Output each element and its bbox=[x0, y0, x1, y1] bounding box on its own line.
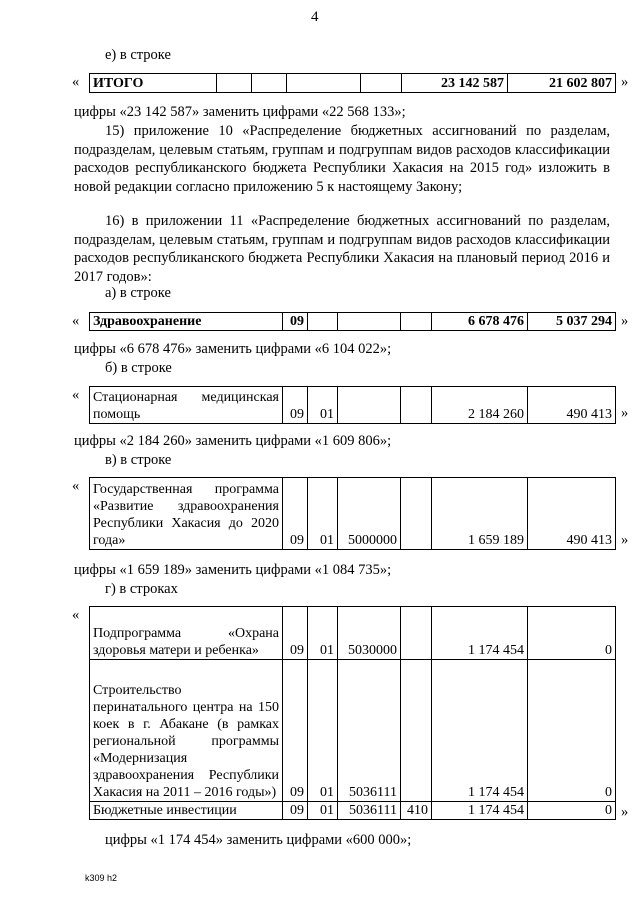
itogo-name: ИТОГО bbox=[90, 74, 217, 93]
quote-close: » bbox=[621, 74, 629, 90]
replace-1: цифры «23 142 587» заменить цифрами «22 568 133»; bbox=[74, 104, 406, 120]
quote-close: » bbox=[621, 313, 629, 329]
row-pr: 01 bbox=[308, 660, 338, 802]
row-cs: 5036111 bbox=[338, 660, 401, 802]
zdrav-name: Здравоохранение bbox=[90, 313, 283, 331]
zdrav-table bbox=[89, 312, 616, 331]
row-vr bbox=[401, 607, 432, 660]
stats-value-2017: 490 413 bbox=[528, 387, 616, 424]
row-rz: 09 bbox=[283, 802, 308, 820]
item-b-label: б) в строке bbox=[105, 360, 172, 376]
item-g-label: г) в строках bbox=[105, 581, 178, 597]
row-vr bbox=[401, 660, 432, 802]
quote-open: « bbox=[72, 313, 80, 329]
itogo-table bbox=[89, 73, 616, 93]
item-a-label: а) в строке bbox=[105, 285, 171, 301]
table-row bbox=[90, 802, 616, 820]
quote-open: « bbox=[72, 607, 80, 623]
stats-name: Стационарная медицинская помощь bbox=[90, 387, 283, 424]
replace-5: цифры «1 174 454» заменить цифрами «600 000»; bbox=[105, 832, 412, 848]
page-number: 4 bbox=[311, 9, 319, 25]
replace-3: цифры «2 184 260» заменить цифрами «1 609 806»; bbox=[74, 433, 392, 449]
paragraph-16: 16) в приложении 11 «Распределение бюджетных ассигнований по разделам, подразделам, целевым статьям, группам и подгруппам видов расходов классификации расходов республиканского бюджета Республики Хакасия на плановый период 2016 и 2017 годов»: bbox=[74, 213, 610, 285]
row-rz: 09 bbox=[283, 607, 308, 660]
zdrav-rz: 09 bbox=[283, 313, 308, 331]
gosprog-rz: 09 bbox=[283, 478, 308, 550]
paragraph-15: 15) приложение 10 «Распределение бюджетных ассигнований по разделам, подразделам, целевым статьям, группам и подгруппам видов расходов классификации расходов республиканского бюджета Республики Хакасия на 2015 год» изложить в новой редакции согласно приложению 5 к настоящему Закону; bbox=[74, 123, 610, 195]
stats-rz: 09 bbox=[283, 387, 308, 424]
gosprog-value-2017: 490 413 bbox=[528, 478, 616, 550]
row-value-2016: 1 174 454 bbox=[432, 802, 528, 820]
row-rz: 09 bbox=[283, 660, 308, 802]
gosprog-table bbox=[89, 477, 616, 550]
gosprog-value-2016: 1 659 189 bbox=[432, 478, 528, 550]
itogo-value-2017: 21 602 807 bbox=[508, 74, 616, 93]
replace-4: цифры «1 659 189» заменить цифрами «1 084 735»; bbox=[74, 562, 392, 578]
quote-close: » bbox=[621, 804, 629, 820]
row-value-2017: 0 bbox=[528, 607, 616, 660]
quote-open: « bbox=[72, 478, 80, 494]
stats-value-2016: 2 184 260 bbox=[432, 387, 528, 424]
row-name: Бюджетные инвестиции bbox=[90, 802, 283, 820]
row-cs: 5030000 bbox=[338, 607, 401, 660]
gosprog-pr: 01 bbox=[308, 478, 338, 550]
footer-code: k309 h2 bbox=[85, 873, 118, 883]
row-name: Подпрограмма «Охрана здоровья матери и ребенка» bbox=[90, 607, 283, 660]
quote-open: « bbox=[72, 74, 80, 90]
row-cs: 5036111 bbox=[338, 802, 401, 820]
row-pr: 01 bbox=[308, 802, 338, 820]
item-e-label: е) в строке bbox=[105, 47, 171, 63]
table-row bbox=[90, 607, 616, 660]
itogo-value-2016: 23 142 587 bbox=[402, 74, 508, 93]
zdrav-value-2016: 6 678 476 bbox=[432, 313, 528, 331]
table-row bbox=[90, 660, 616, 802]
stats-table bbox=[89, 386, 616, 424]
row-pr: 01 bbox=[308, 607, 338, 660]
zdrav-value-2017: 5 037 294 bbox=[528, 313, 616, 331]
stats-pr: 01 bbox=[308, 387, 338, 424]
gosprog-cs: 5000000 bbox=[338, 478, 401, 550]
row-vr: 410 bbox=[401, 802, 432, 820]
item-v-label: в) в строке bbox=[105, 452, 172, 468]
row-value-2017: 0 bbox=[528, 660, 616, 802]
quote-close: » bbox=[621, 405, 629, 421]
row-value-2017: 0 bbox=[528, 802, 616, 820]
gosprog-name: Государственная программа «Развитие здравоохранения Республики Хакасия до 2020 года» bbox=[90, 478, 283, 550]
rows-table bbox=[89, 606, 616, 820]
row-value-2016: 1 174 454 bbox=[432, 607, 528, 660]
quote-open: « bbox=[72, 387, 80, 403]
row-value-2016: 1 174 454 bbox=[432, 660, 528, 802]
quote-close: » bbox=[621, 532, 629, 548]
replace-2: цифры «6 678 476» заменить цифрами «6 104 022»; bbox=[74, 341, 392, 357]
row-name: Строительство перинатального центра на 150 коек в г. Абакане (в рамках региональной программы «Модернизация здравоохранения Республики Хакасия на 2011 – 2016 годы») bbox=[90, 660, 283, 802]
